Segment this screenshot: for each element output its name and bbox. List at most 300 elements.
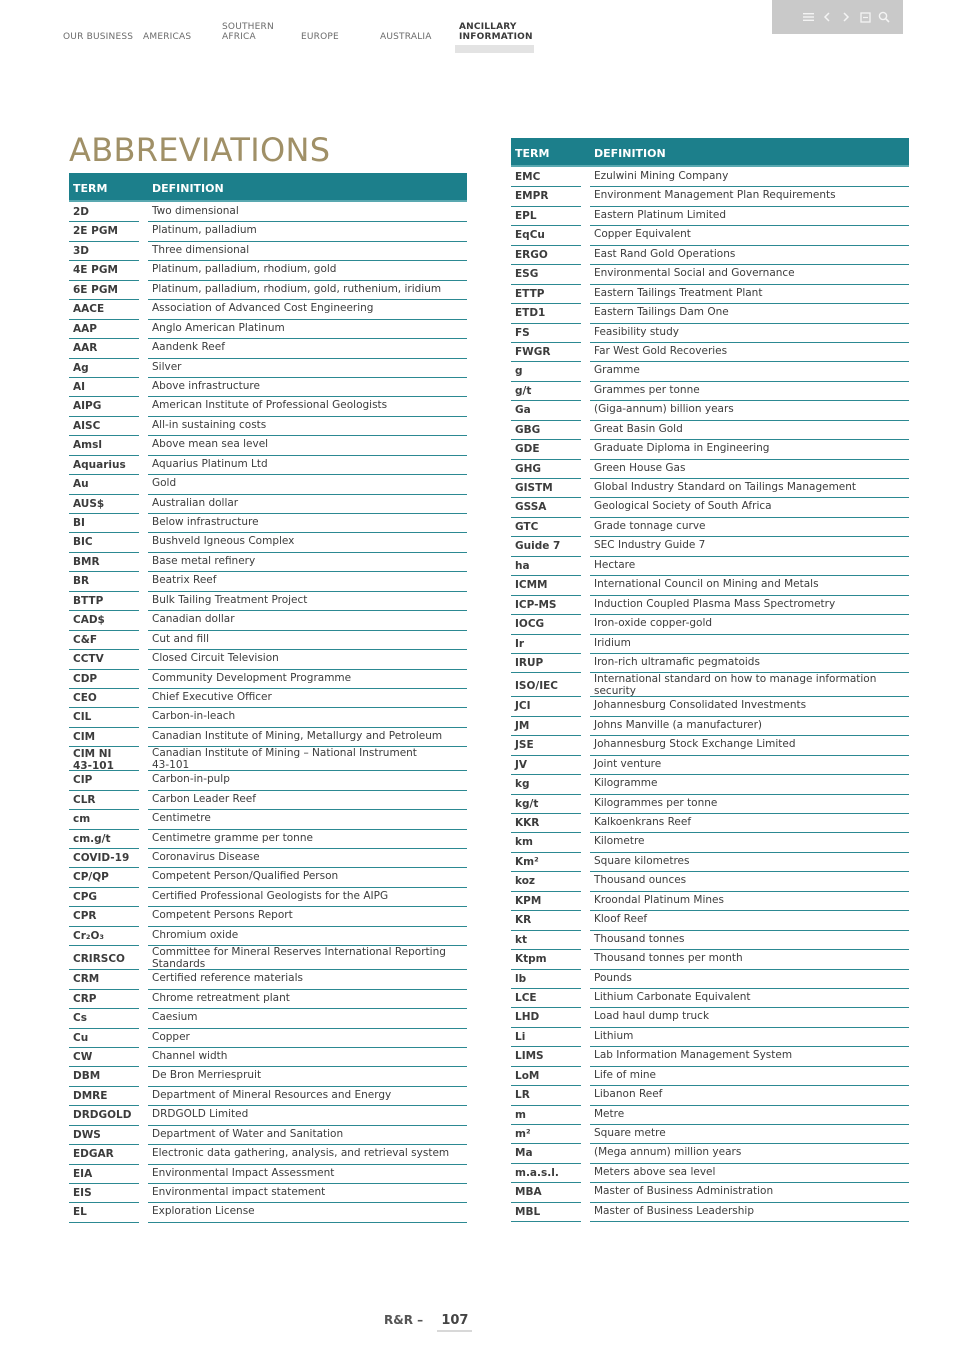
term-cell: Guide 7	[511, 537, 581, 556]
definition-cell: Below infrastructure	[148, 514, 467, 533]
term-cell: g/t	[511, 382, 581, 401]
term-cell: lb	[511, 970, 581, 989]
term-cell: cm.g/t	[69, 830, 139, 849]
table-row	[511, 814, 909, 833]
table-row	[511, 654, 909, 673]
definition-cell: Lithium	[590, 1028, 909, 1047]
term-cell: koz	[511, 872, 581, 891]
definition-cell: Eastern Platinum Limited	[590, 207, 909, 226]
table-row	[511, 226, 909, 245]
table-row	[69, 222, 467, 241]
table-row	[511, 265, 909, 284]
definition-cell: Australian dollar	[148, 495, 467, 514]
table-row	[69, 281, 467, 300]
table-row	[69, 300, 467, 319]
definition-cell: Lab Information Management System	[590, 1047, 909, 1066]
term-cell: IRUP	[511, 654, 581, 673]
term-cell: kg/t	[511, 795, 581, 814]
definition-cell: Platinum, palladium, rhodium, gold, ruthenium, iridium	[148, 281, 467, 300]
table-row	[511, 717, 909, 736]
term-cell: CIL	[69, 708, 139, 727]
term-cell: BMR	[69, 553, 139, 572]
definition-cell: Chief Executive Officer	[148, 689, 467, 708]
term-cell: JSE	[511, 736, 581, 755]
page-footer	[384, 1313, 472, 1332]
table-row	[69, 475, 467, 494]
definition-cell: Copper Equivalent	[590, 226, 909, 245]
table-row	[511, 756, 909, 775]
table-row	[69, 970, 467, 989]
term-cell: EIS	[69, 1184, 139, 1203]
table-row	[511, 285, 909, 304]
definition-cell: Kilometre	[590, 833, 909, 852]
term-cell: KKR	[511, 814, 581, 833]
definition-cell: Aquarius Platinum Ltd	[148, 456, 467, 475]
term-cell: GHG	[511, 460, 581, 479]
term-cell: EPL	[511, 207, 581, 226]
definition-cell: Canadian Institute of Mining – National Instrument 43-101	[148, 747, 467, 771]
definition-cell: Johannesburg Stock Exchange Limited	[590, 736, 909, 755]
table-row	[511, 479, 909, 498]
term-cell: CIM	[69, 728, 139, 747]
term-cell: CRIRSCO	[69, 946, 139, 970]
definition-cell: Meters above sea level	[590, 1164, 909, 1183]
bookmark-icon[interactable]	[858, 10, 872, 24]
table-row	[69, 261, 467, 280]
definition-cell: Life of mine	[590, 1067, 909, 1086]
term-cell: JV	[511, 756, 581, 775]
definition-cell: (Giga-annum) billion years	[590, 401, 909, 420]
nav-tab-our-business[interactable]: OUR BUSINESS	[63, 32, 134, 42]
definition-cell: Kilogramme	[590, 775, 909, 794]
definition-cell: Two dimensional	[148, 203, 467, 222]
definition-cell: Grammes per tonne	[590, 382, 909, 401]
term-cell: g	[511, 362, 581, 381]
table-row	[511, 537, 909, 556]
definition-cell: Ezulwini Mining Company	[590, 168, 909, 187]
term-cell: 3D	[69, 242, 139, 261]
table-row	[69, 203, 467, 222]
definition-cell: Caesium	[148, 1009, 467, 1028]
term-cell: m²	[511, 1125, 581, 1144]
table-row	[69, 553, 467, 572]
term-cell: AAR	[69, 339, 139, 358]
table-row	[69, 397, 467, 416]
table-row	[511, 246, 909, 265]
term-cell: CPG	[69, 888, 139, 907]
term-cell: CRM	[69, 970, 139, 989]
term-cell: CRP	[69, 990, 139, 1009]
table-row	[69, 436, 467, 455]
definition-cell: Centimetre	[148, 810, 467, 829]
term-cell: EDGAR	[69, 1145, 139, 1164]
definition-cell: Department of Water and Sanitation	[148, 1126, 467, 1145]
term-cell: COVID-19	[69, 849, 139, 868]
definition-cell: Far West Gold Recoveries	[590, 343, 909, 362]
definition-cell: Kilogrammes per tonne	[590, 795, 909, 814]
table-row	[69, 791, 467, 810]
table-row	[69, 1087, 467, 1106]
term-cell: Km²	[511, 853, 581, 872]
table-row	[511, 324, 909, 343]
table-row	[511, 950, 909, 969]
term-cell: FS	[511, 324, 581, 343]
term-cell: AACE	[69, 300, 139, 319]
table-row	[511, 1086, 909, 1105]
table-row	[511, 1106, 909, 1125]
definition-cell: Above infrastructure	[148, 378, 467, 397]
term-cell: IOCG	[511, 615, 581, 634]
term-cell: DBM	[69, 1067, 139, 1086]
definition-cell: Association of Advanced Cost Engineering	[148, 300, 467, 319]
definition-cell: Channel width	[148, 1048, 467, 1067]
table-row	[69, 611, 467, 630]
table-header	[69, 173, 467, 202]
table-row	[69, 1106, 467, 1125]
term-cell: CPR	[69, 907, 139, 926]
table-row	[69, 946, 467, 970]
table-row	[511, 207, 909, 226]
nav-tab-australia[interactable]: AUSTRALIA	[380, 32, 432, 42]
table-row	[69, 1048, 467, 1067]
table-row	[511, 1067, 909, 1086]
term-cell: ha	[511, 557, 581, 576]
definition-cell: Bulk Tailing Treatment Project	[148, 592, 467, 611]
table-row	[69, 533, 467, 552]
top-navigation	[0, 0, 965, 60]
term-cell: LHD	[511, 1008, 581, 1027]
table-row	[69, 650, 467, 669]
table-row	[511, 1125, 909, 1144]
definition-cell: Master of Business Administration	[590, 1183, 909, 1202]
definition-cell: Gramme	[590, 362, 909, 381]
definition-cell: Thousand tonnes	[590, 931, 909, 950]
table-row	[511, 872, 909, 891]
table-row	[511, 440, 909, 459]
term-cell: GDE	[511, 440, 581, 459]
term-cell: EL	[69, 1203, 139, 1222]
term-cell: CIM NI 43-101	[69, 747, 139, 771]
definition-cell: Three dimensional	[148, 242, 467, 261]
table-row	[69, 888, 467, 907]
table-row	[69, 1029, 467, 1048]
table-row	[511, 421, 909, 440]
term-cell: m	[511, 1106, 581, 1125]
definition-cell: Certified Professional Geologists for the AIPG	[148, 888, 467, 907]
definition-cell: Global Industry Standard on Tailings Management	[590, 479, 909, 498]
table-row	[511, 635, 909, 654]
definition-cell: Competent Person/Qualified Person	[148, 868, 467, 887]
term-cell: GSSA	[511, 498, 581, 517]
term-cell: Li	[511, 1028, 581, 1047]
definition-cell: Carbon-in-leach	[148, 708, 467, 727]
term-cell: BR	[69, 572, 139, 591]
definition-cell: International Council on Mining and Metals	[590, 576, 909, 595]
definition-cell: Kalkoenkrans Reef	[590, 814, 909, 833]
table-row	[69, 670, 467, 689]
term-cell: LoM	[511, 1067, 581, 1086]
definition-cell: Kloof Reef	[590, 911, 909, 930]
definition-cell: Johannesburg Consolidated Investments	[590, 697, 909, 716]
table-row	[511, 1008, 909, 1027]
definition-cell: Eastern Tailings Dam One	[590, 304, 909, 323]
definition-cell: Carbon-in-pulp	[148, 771, 467, 790]
table-row	[511, 1203, 909, 1222]
definition-cell: Gold	[148, 475, 467, 494]
definition-cell: (Mega annum) million years	[590, 1144, 909, 1163]
table-row	[69, 631, 467, 650]
term-cell: GBG	[511, 421, 581, 440]
definition-cell: DRDGOLD Limited	[148, 1106, 467, 1125]
table-row	[69, 830, 467, 849]
table-row	[69, 771, 467, 790]
table-row	[69, 1009, 467, 1028]
term-cell: 2E PGM	[69, 222, 139, 241]
table-row	[511, 697, 909, 716]
table-row	[511, 557, 909, 576]
definition-cell: Feasibility study	[590, 324, 909, 343]
nav-tab-southern-africa[interactable]: SOUTHERN AFRICA	[222, 22, 274, 42]
table-row	[69, 456, 467, 475]
definition-cell: Graduate Diploma in Engineering	[590, 440, 909, 459]
definition-cell: Aandenk Reef	[148, 339, 467, 358]
term-cell: C&F	[69, 631, 139, 650]
term-cell: Ktpm	[511, 950, 581, 969]
table-row	[511, 187, 909, 206]
definition-cell: International standard on how to manage information security	[590, 673, 909, 697]
term-cell: GISTM	[511, 479, 581, 498]
term-cell: Amsl	[69, 436, 139, 455]
table-row	[69, 708, 467, 727]
term-cell: AISC	[69, 417, 139, 436]
definition-cell: Thousand tonnes per month	[590, 950, 909, 969]
term-cell: CAD$	[69, 611, 139, 630]
term-cell: AIPG	[69, 397, 139, 416]
term-cell: m.a.s.l.	[511, 1164, 581, 1183]
definition-cell: Canadian dollar	[148, 611, 467, 630]
term-cell: MBA	[511, 1183, 581, 1202]
term-cell: kg	[511, 775, 581, 794]
table-row	[69, 849, 467, 868]
definition-cell: Electronic data gathering, analysis, and retrieval system	[148, 1145, 467, 1164]
definition-cell: Chrome retreatment plant	[148, 990, 467, 1009]
table-row	[511, 673, 909, 697]
table-row	[69, 990, 467, 1009]
term-cell: EqCu	[511, 226, 581, 245]
table-row	[511, 892, 909, 911]
abbreviations-table-left	[69, 173, 467, 1223]
definition-cell: Carbon Leader Reef	[148, 791, 467, 810]
term-cell: DRDGOLD	[69, 1106, 139, 1125]
definition-cell: Anglo American Platinum	[148, 320, 467, 339]
definition-column-header: DEFINITION	[594, 147, 666, 160]
table-row	[69, 359, 467, 378]
table-row	[511, 343, 909, 362]
term-cell: 6E PGM	[69, 281, 139, 300]
definition-cell: Iron-rich ultramafic pegmatoids	[590, 654, 909, 673]
definition-cell: Iron-oxide copper-gold	[590, 615, 909, 634]
nav-tab-europe[interactable]: EUROPE	[301, 32, 339, 42]
term-cell: DMRE	[69, 1087, 139, 1106]
definition-cell: Above mean sea level	[148, 436, 467, 455]
term-cell: Ag	[69, 359, 139, 378]
search-icon[interactable]	[877, 10, 891, 24]
term-cell: Cu	[69, 1029, 139, 1048]
term-cell: CIP	[69, 771, 139, 790]
definition-cell: Cut and fill	[148, 631, 467, 650]
term-cell: ETTP	[511, 285, 581, 304]
table-row	[69, 242, 467, 261]
definition-cell: Lithium Carbonate Equivalent	[590, 989, 909, 1008]
table-body	[69, 203, 467, 1223]
table-row	[69, 810, 467, 829]
term-cell: KPM	[511, 892, 581, 911]
table-row	[69, 1203, 467, 1222]
table-row	[511, 1028, 909, 1047]
table-row	[511, 775, 909, 794]
term-cell: BI	[69, 514, 139, 533]
table-row	[69, 378, 467, 397]
table-row	[511, 1183, 909, 1202]
table-row	[69, 514, 467, 533]
table-header	[511, 138, 909, 167]
table-row	[69, 927, 467, 946]
table-row	[511, 576, 909, 595]
definition-cell: Department of Mineral Resources and Energy	[148, 1087, 467, 1106]
table-row	[511, 460, 909, 479]
term-cell: ESG	[511, 265, 581, 284]
term-cell: 4E PGM	[69, 261, 139, 280]
term-cell: CW	[69, 1048, 139, 1067]
table-row	[69, 728, 467, 747]
page-number: 107	[437, 1313, 472, 1332]
table-row	[511, 518, 909, 537]
table-row	[511, 853, 909, 872]
term-column-header: TERM	[73, 182, 108, 195]
term-cell: Aquarius	[69, 456, 139, 475]
table-row	[511, 736, 909, 755]
definition-cell: Environmental Social and Governance	[590, 265, 909, 284]
definition-cell: American Institute of Professional Geologists	[148, 397, 467, 416]
table-row	[69, 495, 467, 514]
definition-column-header: DEFINITION	[152, 182, 224, 195]
table-row	[511, 596, 909, 615]
definition-cell: Copper	[148, 1029, 467, 1048]
table-row	[511, 1047, 909, 1066]
term-cell: KR	[511, 911, 581, 930]
definition-cell: Load haul dump truck	[590, 1008, 909, 1027]
term-cell: LR	[511, 1086, 581, 1105]
table-row	[69, 689, 467, 708]
term-cell: FWGR	[511, 343, 581, 362]
term-cell: Au	[69, 475, 139, 494]
term-cell: BTTP	[69, 592, 139, 611]
definition-cell: Silver	[148, 359, 467, 378]
table-row	[69, 339, 467, 358]
definition-cell: Geological Society of South Africa	[590, 498, 909, 517]
definition-cell: Great Basin Gold	[590, 421, 909, 440]
term-cell: kt	[511, 931, 581, 950]
term-cell: EMPR	[511, 187, 581, 206]
term-cell: AI	[69, 378, 139, 397]
term-cell: EIA	[69, 1165, 139, 1184]
term-cell: Cs	[69, 1009, 139, 1028]
term-cell: ICMM	[511, 576, 581, 595]
toolbar	[772, 0, 903, 34]
term-cell: AAP	[69, 320, 139, 339]
term-cell: CP/QP	[69, 868, 139, 887]
nav-tab-ancillary-information[interactable]: ANCILLARY INFORMATION	[459, 22, 533, 42]
term-cell: Ma	[511, 1144, 581, 1163]
definition-cell: Grade tonnage curve	[590, 518, 909, 537]
term-cell: JCI	[511, 697, 581, 716]
definition-cell: Platinum, palladium, rhodium, gold	[148, 261, 467, 280]
definition-cell: De Bron Merriespruit	[148, 1067, 467, 1086]
term-cell: km	[511, 833, 581, 852]
nav-tab-americas[interactable]: AMERICAS	[143, 32, 192, 42]
term-cell: cm	[69, 810, 139, 829]
definition-cell: Platinum, palladium	[148, 222, 467, 241]
definition-cell: Bushveld Igneous Complex	[148, 533, 467, 552]
table-row	[511, 1144, 909, 1163]
definition-cell: Joint venture	[590, 756, 909, 775]
definition-cell: Metre	[590, 1106, 909, 1125]
table-row	[511, 833, 909, 852]
table-row	[511, 401, 909, 420]
table-row	[511, 304, 909, 323]
term-cell: MBL	[511, 1203, 581, 1222]
table-row	[69, 417, 467, 436]
definition-cell: Eastern Tailings Treatment Plant	[590, 285, 909, 304]
definition-cell: Canadian Institute of Mining, Metallurgy and Petroleum	[148, 728, 467, 747]
definition-cell: East Rand Gold Operations	[590, 246, 909, 265]
term-cell: CDP	[69, 670, 139, 689]
table-row	[69, 1165, 467, 1184]
definition-cell: Master of Business Leadership	[590, 1203, 909, 1222]
definition-cell: Certified reference materials	[148, 970, 467, 989]
definition-cell: Square metre	[590, 1125, 909, 1144]
chevron-left-icon[interactable]	[820, 10, 834, 24]
definition-cell: All-in sustaining costs	[148, 417, 467, 436]
definition-cell: Libanon Reef	[590, 1086, 909, 1105]
abbreviations-table-right	[511, 138, 909, 1222]
term-cell: JM	[511, 717, 581, 736]
definition-cell: Hectare	[590, 557, 909, 576]
definition-cell: Environmental Impact Assessment	[148, 1165, 467, 1184]
table-row	[511, 931, 909, 950]
table-row	[511, 989, 909, 1008]
definition-cell: Johns Manville (a manufacturer)	[590, 717, 909, 736]
term-cell: Ga	[511, 401, 581, 420]
definition-cell: Iridium	[590, 635, 909, 654]
table-row	[511, 168, 909, 187]
definition-cell: Community Development Programme	[148, 670, 467, 689]
menu-icon[interactable]	[801, 10, 815, 24]
table-row	[69, 747, 467, 771]
table-row	[69, 572, 467, 591]
definition-cell: SEC Industry Guide 7	[590, 537, 909, 556]
definition-cell: Base metal refinery	[148, 553, 467, 572]
definition-cell: Square kilometres	[590, 853, 909, 872]
chevron-right-icon[interactable]	[839, 10, 853, 24]
term-cell: Ir	[511, 635, 581, 654]
table-row	[69, 1067, 467, 1086]
table-row	[511, 795, 909, 814]
term-cell: ISO/IEC	[511, 673, 581, 697]
table-row	[511, 970, 909, 989]
term-cell: CCTV	[69, 650, 139, 669]
table-body	[511, 168, 909, 1222]
